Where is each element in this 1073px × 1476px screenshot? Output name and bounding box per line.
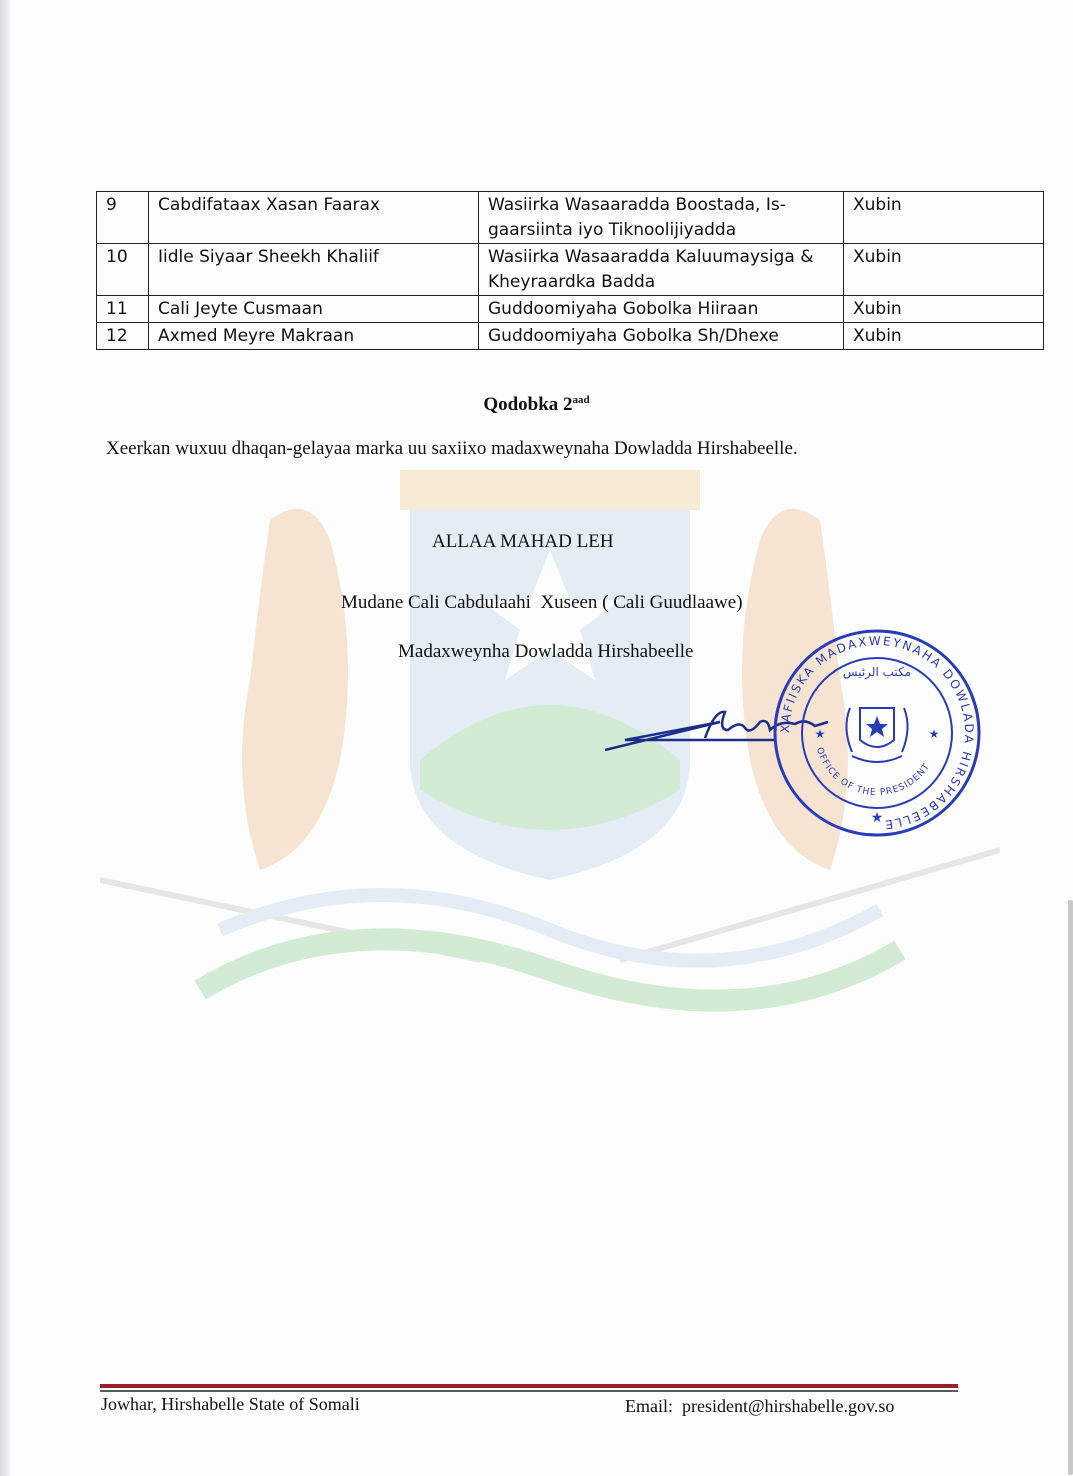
- member-name: Iidle Siyaar Sheekh Khaliif: [149, 244, 479, 296]
- member-position: [479, 244, 844, 296]
- seal-inner-text: OFFICE OF THE PRESIDENT: [813, 746, 933, 799]
- member-position: [479, 296, 844, 323]
- member-position-line: Guddoomiyaha Gobolka Sh/Dhexe: [488, 326, 779, 346]
- seal-star-icon: ★: [814, 727, 826, 741]
- member-position-line: Kheyraardka Badda: [488, 272, 656, 292]
- member-number: 12: [97, 323, 149, 350]
- table-row: [97, 244, 1044, 296]
- seal-star-icon: ★: [928, 727, 940, 741]
- table-row: [97, 192, 1044, 244]
- official-seal: [772, 628, 982, 838]
- members-table: [96, 191, 1044, 350]
- article-text: Xeerkan wuxuu dhaqan-gelayaa marka uu saxiixo madaxweynaha Dowladda Hirshabeelle.: [106, 438, 798, 459]
- signer-title: Madaxweynha Dowladda Hirshabeelle: [398, 641, 694, 662]
- article-heading-text: Qodobka 2: [483, 394, 573, 415]
- closing-phrase: ALLAA MAHAD LEH: [432, 531, 614, 552]
- member-role: Xubin: [844, 296, 1044, 323]
- member-role: Xubin: [844, 192, 1044, 244]
- table-row: [97, 323, 1044, 350]
- member-position-line: Wasiirka Wasaaradda Boostada, Is-: [488, 195, 786, 215]
- member-role: Xubin: [844, 244, 1044, 296]
- footer-rule-secondary: [100, 1390, 958, 1392]
- member-position: [479, 323, 844, 350]
- seal-star-icon: ★: [870, 811, 884, 826]
- member-role: Xubin: [844, 323, 1044, 350]
- footer-address: Jowhar, Hirshabelle State of Somali: [101, 1394, 360, 1414]
- member-position: [479, 192, 844, 244]
- member-number: 9: [97, 192, 149, 244]
- svg-text:OFFICE OF THE PRESIDENT: [814, 746, 932, 798]
- table-row: [97, 296, 1044, 323]
- page-edge: [0, 0, 10, 1476]
- member-name: Cali Jeyte Cusmaan: [149, 296, 479, 323]
- member-position-line: Wasiirka Wasaaradda Kaluumaysiga &: [488, 247, 814, 267]
- svg-text:XAFIISKA MADAXWEYNAHA DOWLADA: [778, 634, 976, 832]
- signer-name: Mudane Cali Cabdulaahi Xuseen ( Cali Guudlaawe): [341, 592, 743, 613]
- member-number: 10: [97, 244, 149, 296]
- seal-outer-text: XAFIISKA MADAXWEYNAHA DOWLADA HIRSHABEELLE: [777, 633, 977, 832]
- member-position-line: gaarsiinta iyo Tiknoolijiyadda: [488, 220, 737, 240]
- member-name: Cabdifataax Xasan Faarax: [149, 192, 479, 244]
- article-heading-suffix: aad: [572, 394, 590, 406]
- member-number: 11: [97, 296, 149, 323]
- article-heading: [0, 394, 1073, 416]
- seal-arabic-text: مكتب الرئيس: [842, 665, 912, 679]
- footer-email: Email: president@hirshabelle.gov.so: [625, 1396, 895, 1416]
- footer-rule: [100, 1384, 958, 1388]
- member-name: Axmed Meyre Makraan: [149, 323, 479, 350]
- scrollbar-thumb[interactable]: [1068, 900, 1073, 1475]
- member-position-line: Guddoomiyaha Gobolka Hiiraan: [488, 299, 759, 319]
